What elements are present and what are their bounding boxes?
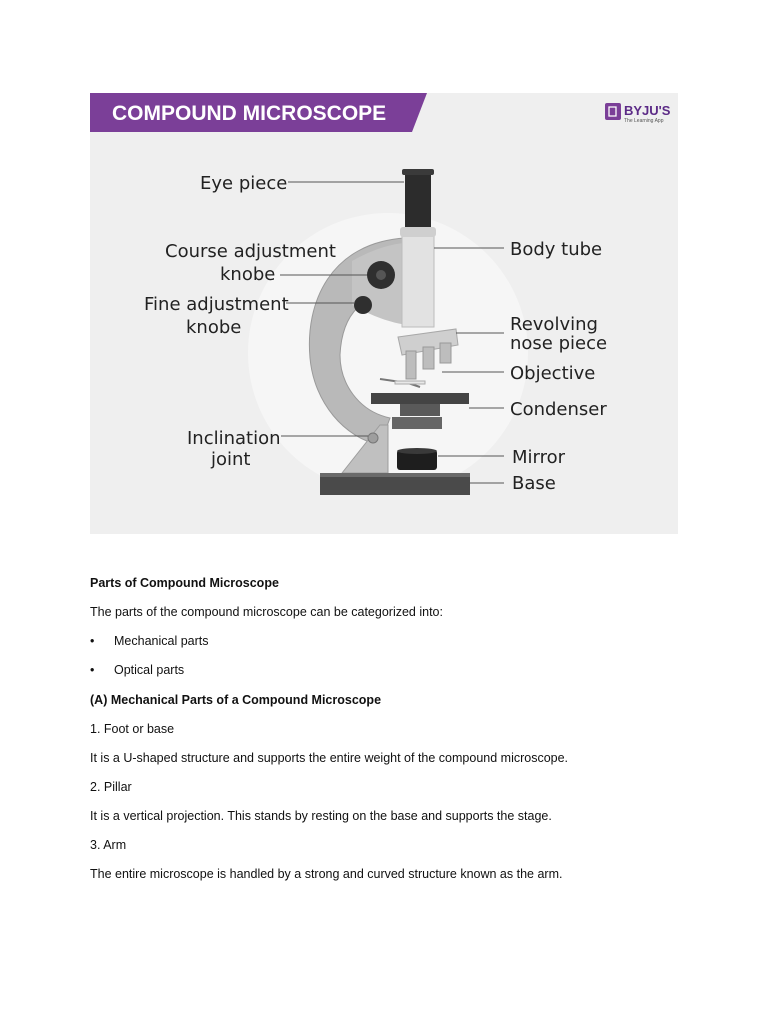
intro-text: The parts of the compound microscope can be categorized into: — [90, 605, 443, 619]
label-inclination-1: Inclination — [187, 428, 281, 449]
eyepiece-rim — [402, 169, 434, 175]
body-tube — [402, 231, 434, 327]
label-mirror: Mirror — [512, 447, 566, 468]
label-base: Base — [512, 473, 556, 494]
condenser-lower — [392, 417, 442, 429]
label-course-1: Course adjustment — [165, 241, 336, 262]
label-body-tube: Body tube — [510, 239, 603, 260]
label-course-2: knobe — [220, 264, 276, 285]
label-objective: Objective — [510, 363, 596, 384]
bullet-mechanical: • Mechanical parts — [114, 632, 209, 650]
byjus-logo — [605, 103, 671, 124]
course-knob-center — [376, 270, 386, 280]
inclination-joint — [368, 433, 378, 443]
logo-text: BYJU'S — [624, 103, 671, 118]
label-fine-1: Fine adjustment — [144, 294, 289, 315]
label-revolving-2: nose piece — [510, 333, 608, 354]
label-inclination-2: joint — [211, 449, 251, 470]
objective-1 — [406, 351, 416, 379]
label-condenser: Condenser — [510, 399, 607, 420]
item2-text: It is a vertical projection. This stands by resting on the base and supports the stage. — [90, 809, 552, 823]
label-eye-piece: Eye piece — [200, 173, 288, 194]
base — [320, 475, 470, 495]
microscope-diagram — [90, 93, 678, 534]
microscope-figure — [90, 93, 678, 534]
stage — [371, 393, 469, 404]
base-top — [320, 473, 470, 477]
label-revolving-1: Revolving — [510, 314, 598, 335]
condenser-upper — [400, 404, 440, 416]
slide — [395, 381, 425, 384]
item3-title: 3. Arm — [90, 838, 127, 852]
objective-2 — [423, 347, 434, 369]
logo-tagline: The Learning App — [624, 118, 664, 124]
item2-title: 2. Pillar — [90, 780, 132, 794]
item1-title: 1. Foot or base — [90, 722, 175, 736]
mirror-top — [397, 448, 437, 454]
label-fine-2: knobe — [186, 317, 242, 338]
item3-text: The entire microscope is handled by a strong and curved structure known as the arm. — [90, 867, 563, 881]
fine-knob — [354, 296, 372, 314]
body-tube-collar — [400, 227, 436, 237]
banner-title: COMPOUND MICROSCOPE — [112, 102, 387, 125]
logo-mark — [605, 103, 621, 120]
section-heading: Parts of Compound Microscope — [90, 576, 279, 590]
section-a-heading: (A) Mechanical Parts of a Compound Microscope — [90, 693, 382, 707]
eyepiece — [405, 171, 431, 233]
item1-text: It is a U-shaped structure and supports the entire weight of the compound microscope. — [90, 751, 569, 765]
objective-3 — [440, 343, 451, 363]
bullet-optical: • Optical parts — [114, 661, 184, 679]
